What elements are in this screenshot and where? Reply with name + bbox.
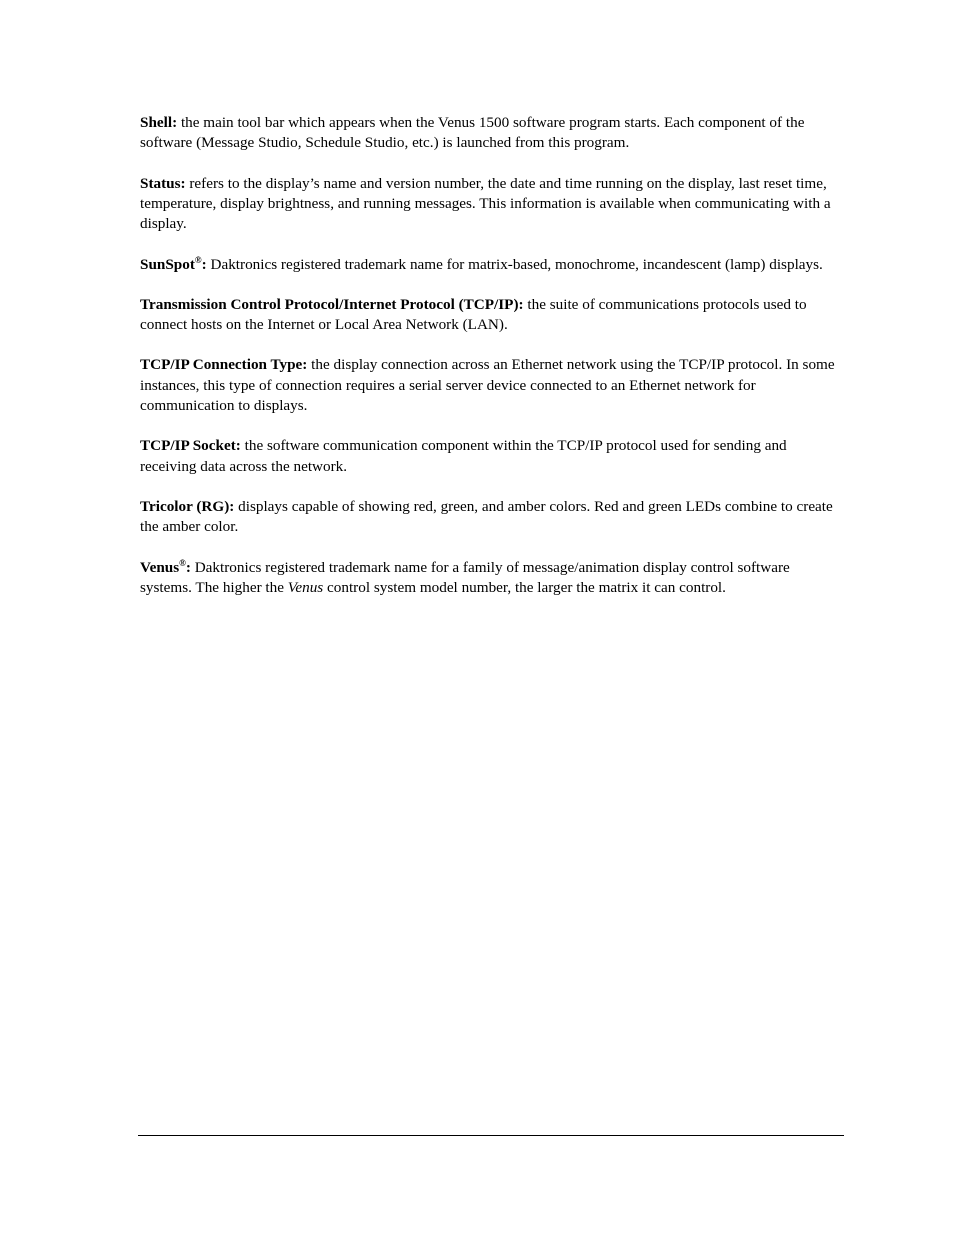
glossary-definition: the software communication component within the TCP/IP protocol used for sending and receiving data across the network. bbox=[140, 437, 787, 475]
glossary bbox=[140, 113, 845, 618]
footer-rule bbox=[138, 1135, 844, 1136]
glossary-definition: control system model number, the larger the matrix it can control. bbox=[323, 579, 726, 597]
registered-trademark-mark: ® bbox=[194, 254, 202, 265]
glossary-term: Shell: bbox=[140, 114, 178, 131]
glossary-entry-status bbox=[140, 174, 845, 235]
glossary-term-colon: : bbox=[201, 255, 207, 273]
glossary-term bbox=[140, 559, 191, 576]
glossary-definition: Daktronics registered trademark name for a family of message/animation display control software systems. The higher the bbox=[140, 558, 790, 597]
glossary-definition: the display connection across an Ethernet network using the TCP/IP protocol. In some instances, this type of connection requires a serial server device connected to an Ethernet network for communication to displays. bbox=[140, 356, 835, 415]
glossary-definition: displays capable of showing red, green, and amber colors. Red and green LEDs combine to create the amber color. bbox=[140, 498, 833, 536]
glossary-definition: the suite of communications protocols used to connect hosts on the Internet or Local Area Network (LAN). bbox=[140, 295, 807, 334]
registered-trademark-mark: ® bbox=[179, 557, 186, 568]
glossary-entry-tcp-ip-connection-type bbox=[140, 355, 845, 416]
glossary-entry-tcp-ip-socket bbox=[140, 436, 845, 477]
glossary-term-colon: : bbox=[185, 558, 191, 576]
glossary-definition: the main tool bar which appears when the Venus 1500 software program starts. Each component of the software (Message Studio, Schedule Studio, etc.) is launched from this program. bbox=[140, 114, 805, 152]
glossary-entry-shell bbox=[140, 113, 845, 154]
glossary-term: Transmission Control Protocol/Internet Protocol (TCP/IP): bbox=[140, 295, 524, 313]
glossary-term: TCP/IP Socket: bbox=[140, 437, 241, 455]
glossary-term: TCP/IP Connection Type: bbox=[140, 356, 308, 374]
glossary-entry-tcp-ip bbox=[140, 295, 845, 336]
glossary-term-text: SunSpot bbox=[140, 255, 195, 273]
glossary-term: Tricolor (RG): bbox=[140, 498, 235, 516]
glossary-definition-emphasis: Venus bbox=[287, 579, 324, 597]
glossary-entry-sunspot bbox=[140, 255, 845, 275]
glossary-term-text: Venus bbox=[140, 558, 180, 576]
glossary-term: Status: bbox=[140, 174, 186, 192]
glossary-entry-venus bbox=[140, 558, 845, 599]
glossary-term bbox=[140, 256, 207, 273]
glossary-definition: Daktronics registered trademark name for matrix-based, monochrome, incandescent (lamp) displays. bbox=[206, 255, 823, 273]
glossary-entry-tricolor bbox=[140, 497, 845, 538]
glossary-definition: refers to the display’s name and version number, the date and time running on the display, last reset time, temperature, display brightness, and running messages. This information is available when communicating with a display. bbox=[140, 174, 831, 233]
